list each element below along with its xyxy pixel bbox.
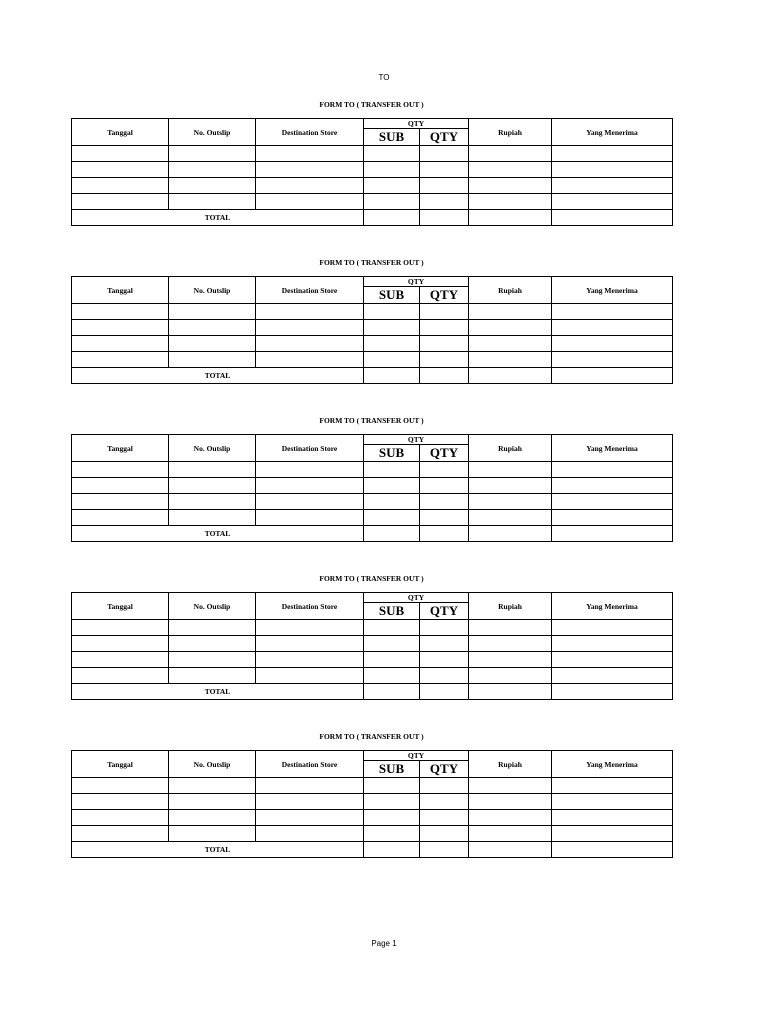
form-title: FORM TO ( TRANSFER OUT ) xyxy=(319,574,424,583)
cell-no-outslip[interactable] xyxy=(169,320,256,336)
col-header-destination-store: Destination Store xyxy=(256,277,364,304)
cell-rupiah[interactable] xyxy=(469,794,552,810)
cell-no-outslip[interactable] xyxy=(169,178,256,194)
cell-yang-menerima[interactable] xyxy=(552,320,673,336)
cell-no-outslip[interactable] xyxy=(169,494,256,510)
table-row xyxy=(72,320,673,336)
form-title: FORM TO ( TRANSFER OUT ) xyxy=(319,258,424,267)
total-qty-cell[interactable] xyxy=(420,368,469,384)
cell-destination-store[interactable] xyxy=(256,162,364,178)
cell-yang-menerima[interactable] xyxy=(552,620,673,636)
total-qty-cell[interactable] xyxy=(420,526,469,542)
header-row xyxy=(72,435,673,445)
col-header-no-outslip: No. Outslip xyxy=(169,593,256,620)
cell-qty[interactable] xyxy=(420,352,469,368)
total-sub-cell[interactable] xyxy=(364,210,420,226)
cell-sub[interactable] xyxy=(364,478,420,494)
col-header-qty-group: QTY xyxy=(364,435,469,445)
cell-destination-store[interactable] xyxy=(256,194,364,210)
cell-no-outslip[interactable] xyxy=(169,636,256,652)
total-sub-cell[interactable] xyxy=(364,684,420,700)
cell-tanggal[interactable] xyxy=(72,194,169,210)
total-yang-menerima-cell[interactable] xyxy=(552,842,673,858)
cell-tanggal[interactable] xyxy=(72,668,169,684)
table-row xyxy=(72,194,673,210)
cell-tanggal[interactable] xyxy=(72,826,169,842)
cell-rupiah[interactable] xyxy=(469,636,552,652)
cell-tanggal[interactable] xyxy=(72,810,169,826)
cell-destination-store[interactable] xyxy=(256,494,364,510)
table-row xyxy=(72,778,673,794)
cell-yang-menerima[interactable] xyxy=(552,336,673,352)
total-label: TOTAL xyxy=(72,842,364,858)
col-header-rupiah: Rupiah xyxy=(469,751,552,778)
cell-yang-menerima[interactable] xyxy=(552,162,673,178)
col-header-qty: QTY xyxy=(420,445,469,462)
cell-yang-menerima[interactable] xyxy=(552,178,673,194)
cell-no-outslip[interactable] xyxy=(169,668,256,684)
cell-yang-menerima[interactable] xyxy=(552,636,673,652)
cell-rupiah[interactable] xyxy=(469,510,552,526)
cell-yang-menerima[interactable] xyxy=(552,352,673,368)
cell-qty[interactable] xyxy=(420,194,469,210)
table-row xyxy=(72,510,673,526)
col-header-tanggal: Tanggal xyxy=(72,435,169,462)
form-title: FORM TO ( TRANSFER OUT ) xyxy=(319,100,424,109)
table-row xyxy=(72,652,673,668)
cell-tanggal[interactable] xyxy=(72,178,169,194)
cell-qty[interactable] xyxy=(420,478,469,494)
cell-qty[interactable] xyxy=(420,636,469,652)
cell-sub[interactable] xyxy=(364,826,420,842)
table-row xyxy=(72,794,673,810)
cell-sub[interactable] xyxy=(364,194,420,210)
cell-destination-store[interactable] xyxy=(256,336,364,352)
col-header-sub: SUB xyxy=(364,287,420,304)
cell-no-outslip[interactable] xyxy=(169,352,256,368)
cell-qty[interactable] xyxy=(420,620,469,636)
total-row xyxy=(72,684,673,700)
cell-destination-store[interactable] xyxy=(256,826,364,842)
cell-sub[interactable] xyxy=(364,778,420,794)
transfer-out-table xyxy=(71,750,673,858)
cell-rupiah[interactable] xyxy=(469,478,552,494)
cell-destination-store[interactable] xyxy=(256,478,364,494)
table-row xyxy=(72,352,673,368)
cell-destination-store[interactable] xyxy=(256,146,364,162)
cell-qty[interactable] xyxy=(420,652,469,668)
total-row xyxy=(72,210,673,226)
col-header-destination-store: Destination Store xyxy=(256,751,364,778)
total-sub-cell[interactable] xyxy=(364,368,420,384)
cell-no-outslip[interactable] xyxy=(169,194,256,210)
total-qty-cell[interactable] xyxy=(420,684,469,700)
cell-destination-store[interactable] xyxy=(256,462,364,478)
cell-no-outslip[interactable] xyxy=(169,162,256,178)
transfer-out-table xyxy=(71,118,673,226)
cell-rupiah[interactable] xyxy=(469,778,552,794)
cell-no-outslip[interactable] xyxy=(169,462,256,478)
table-row xyxy=(72,620,673,636)
cell-yang-menerima[interactable] xyxy=(552,778,673,794)
cell-no-outslip[interactable] xyxy=(169,146,256,162)
cell-yang-menerima[interactable] xyxy=(552,652,673,668)
cell-destination-store[interactable] xyxy=(256,620,364,636)
col-header-yang-menerima: Yang Menerima xyxy=(552,277,673,304)
col-header-sub: SUB xyxy=(364,445,420,462)
cell-destination-store[interactable] xyxy=(256,794,364,810)
cell-qty[interactable] xyxy=(420,494,469,510)
cell-tanggal[interactable] xyxy=(72,794,169,810)
transfer-out-table xyxy=(71,276,673,384)
table-row xyxy=(72,826,673,842)
total-label: TOTAL xyxy=(72,210,364,226)
table-row xyxy=(72,336,673,352)
col-header-qty-group: QTY xyxy=(364,593,469,603)
col-header-qty: QTY xyxy=(420,603,469,620)
cell-tanggal[interactable] xyxy=(72,778,169,794)
form-title: FORM TO ( TRANSFER OUT ) xyxy=(319,416,424,425)
total-yang-menerima-cell[interactable] xyxy=(552,210,673,226)
cell-destination-store[interactable] xyxy=(256,320,364,336)
cell-yang-menerima[interactable] xyxy=(552,194,673,210)
cell-tanggal[interactable] xyxy=(72,462,169,478)
cell-sub[interactable] xyxy=(364,146,420,162)
cell-no-outslip[interactable] xyxy=(169,826,256,842)
col-header-no-outslip: No. Outslip xyxy=(169,751,256,778)
cell-rupiah[interactable] xyxy=(469,178,552,194)
table-row xyxy=(72,810,673,826)
cell-rupiah[interactable] xyxy=(469,194,552,210)
cell-no-outslip[interactable] xyxy=(169,810,256,826)
cell-tanggal[interactable] xyxy=(72,652,169,668)
cell-sub[interactable] xyxy=(364,636,420,652)
cell-yang-menerima[interactable] xyxy=(552,478,673,494)
cell-sub[interactable] xyxy=(364,462,420,478)
col-header-qty-group: QTY xyxy=(364,277,469,287)
col-header-no-outslip: No. Outslip xyxy=(169,277,256,304)
cell-tanggal[interactable] xyxy=(72,320,169,336)
total-label: TOTAL xyxy=(72,684,364,700)
cell-yang-menerima[interactable] xyxy=(552,668,673,684)
col-header-sub: SUB xyxy=(364,603,420,620)
cell-no-outslip[interactable] xyxy=(169,620,256,636)
header-row xyxy=(72,751,673,761)
cell-sub[interactable] xyxy=(364,620,420,636)
cell-rupiah[interactable] xyxy=(469,462,552,478)
col-header-tanggal: Tanggal xyxy=(72,119,169,146)
total-qty-cell[interactable] xyxy=(420,842,469,858)
cell-qty[interactable] xyxy=(420,146,469,162)
col-header-qty-group: QTY xyxy=(364,119,469,129)
cell-qty[interactable] xyxy=(420,668,469,684)
cell-qty[interactable] xyxy=(420,826,469,842)
cell-destination-store[interactable] xyxy=(256,668,364,684)
cell-tanggal[interactable] xyxy=(72,478,169,494)
cell-qty[interactable] xyxy=(420,178,469,194)
cell-yang-menerima[interactable] xyxy=(552,794,673,810)
cell-destination-store[interactable] xyxy=(256,352,364,368)
cell-qty[interactable] xyxy=(420,304,469,320)
cell-no-outslip[interactable] xyxy=(169,778,256,794)
cell-destination-store[interactable] xyxy=(256,510,364,526)
col-header-rupiah: Rupiah xyxy=(469,435,552,462)
col-header-yang-menerima: Yang Menerima xyxy=(552,593,673,620)
form-title: FORM TO ( TRANSFER OUT ) xyxy=(319,732,424,741)
cell-sub[interactable] xyxy=(364,668,420,684)
cell-destination-store[interactable] xyxy=(256,652,364,668)
cell-no-outslip[interactable] xyxy=(169,794,256,810)
page-number: Page 1 xyxy=(371,939,397,948)
cell-destination-store[interactable] xyxy=(256,636,364,652)
col-header-qty-group: QTY xyxy=(364,751,469,761)
cell-rupiah[interactable] xyxy=(469,494,552,510)
cell-yang-menerima[interactable] xyxy=(552,826,673,842)
cell-yang-menerima[interactable] xyxy=(552,462,673,478)
cell-sub[interactable] xyxy=(364,336,420,352)
col-header-yang-menerima: Yang Menerima xyxy=(552,435,673,462)
cell-qty[interactable] xyxy=(420,794,469,810)
cell-destination-store[interactable] xyxy=(256,810,364,826)
cell-sub[interactable] xyxy=(364,178,420,194)
cell-no-outslip[interactable] xyxy=(169,652,256,668)
cell-sub[interactable] xyxy=(364,320,420,336)
cell-sub[interactable] xyxy=(364,794,420,810)
cell-qty[interactable] xyxy=(420,162,469,178)
col-header-yang-menerima: Yang Menerima xyxy=(552,119,673,146)
total-label: TOTAL xyxy=(72,368,364,384)
total-label: TOTAL xyxy=(72,526,364,542)
col-header-sub: SUB xyxy=(364,129,420,146)
cell-sub[interactable] xyxy=(364,810,420,826)
transfer-out-table xyxy=(71,434,673,542)
table-row xyxy=(72,494,673,510)
cell-rupiah[interactable] xyxy=(469,336,552,352)
sheet-header-to: TO xyxy=(378,73,390,82)
cell-no-outslip[interactable] xyxy=(169,510,256,526)
cell-qty[interactable] xyxy=(420,336,469,352)
header-row xyxy=(72,119,673,129)
cell-tanggal[interactable] xyxy=(72,304,169,320)
cell-tanggal[interactable] xyxy=(72,494,169,510)
total-rupiah-cell[interactable] xyxy=(469,842,552,858)
total-yang-menerima-cell[interactable] xyxy=(552,684,673,700)
cell-rupiah[interactable] xyxy=(469,668,552,684)
total-rupiah-cell[interactable] xyxy=(469,368,552,384)
total-yang-menerima-cell[interactable] xyxy=(552,526,673,542)
cell-no-outslip[interactable] xyxy=(169,304,256,320)
col-header-no-outslip: No. Outslip xyxy=(169,435,256,462)
cell-sub[interactable] xyxy=(364,652,420,668)
cell-tanggal[interactable] xyxy=(72,510,169,526)
cell-qty[interactable] xyxy=(420,510,469,526)
cell-tanggal[interactable] xyxy=(72,146,169,162)
table-row xyxy=(72,304,673,320)
cell-sub[interactable] xyxy=(364,494,420,510)
col-header-tanggal: Tanggal xyxy=(72,593,169,620)
col-header-destination-store: Destination Store xyxy=(256,593,364,620)
table-row xyxy=(72,178,673,194)
cell-tanggal[interactable] xyxy=(72,336,169,352)
cell-destination-store[interactable] xyxy=(256,778,364,794)
cell-yang-menerima[interactable] xyxy=(552,494,673,510)
table-row xyxy=(72,636,673,652)
cell-yang-menerima[interactable] xyxy=(552,510,673,526)
cell-yang-menerima[interactable] xyxy=(552,810,673,826)
transfer-out-table xyxy=(71,592,673,700)
cell-qty[interactable] xyxy=(420,810,469,826)
table-row xyxy=(72,146,673,162)
total-row xyxy=(72,368,673,384)
cell-qty[interactable] xyxy=(420,320,469,336)
cell-qty[interactable] xyxy=(420,462,469,478)
total-rupiah-cell[interactable] xyxy=(469,684,552,700)
header-row xyxy=(72,593,673,603)
col-header-qty: QTY xyxy=(420,129,469,146)
cell-rupiah[interactable] xyxy=(469,652,552,668)
cell-yang-menerima[interactable] xyxy=(552,304,673,320)
total-rupiah-cell[interactable] xyxy=(469,526,552,542)
cell-no-outslip[interactable] xyxy=(169,336,256,352)
cell-no-outslip[interactable] xyxy=(169,478,256,494)
total-yang-menerima-cell[interactable] xyxy=(552,368,673,384)
col-header-no-outslip: No. Outslip xyxy=(169,119,256,146)
table-row xyxy=(72,478,673,494)
header-row xyxy=(72,277,673,287)
cell-rupiah[interactable] xyxy=(469,304,552,320)
cell-sub[interactable] xyxy=(364,510,420,526)
table-row xyxy=(72,162,673,178)
total-qty-cell[interactable] xyxy=(420,210,469,226)
cell-rupiah[interactable] xyxy=(469,352,552,368)
col-header-qty: QTY xyxy=(420,761,469,778)
cell-qty[interactable] xyxy=(420,778,469,794)
col-header-destination-store: Destination Store xyxy=(256,119,364,146)
col-header-rupiah: Rupiah xyxy=(469,593,552,620)
cell-tanggal[interactable] xyxy=(72,352,169,368)
cell-sub[interactable] xyxy=(364,162,420,178)
col-header-sub: SUB xyxy=(364,761,420,778)
total-sub-cell[interactable] xyxy=(364,526,420,542)
table-row xyxy=(72,668,673,684)
cell-rupiah[interactable] xyxy=(469,810,552,826)
cell-rupiah[interactable] xyxy=(469,162,552,178)
table-row xyxy=(72,462,673,478)
cell-destination-store[interactable] xyxy=(256,304,364,320)
cell-destination-store[interactable] xyxy=(256,178,364,194)
cell-tanggal[interactable] xyxy=(72,162,169,178)
cell-sub[interactable] xyxy=(364,304,420,320)
cell-sub[interactable] xyxy=(364,352,420,368)
cell-rupiah[interactable] xyxy=(469,146,552,162)
cell-tanggal[interactable] xyxy=(72,620,169,636)
cell-rupiah[interactable] xyxy=(469,320,552,336)
col-header-tanggal: Tanggal xyxy=(72,751,169,778)
cell-rupiah[interactable] xyxy=(469,826,552,842)
col-header-qty: QTY xyxy=(420,287,469,304)
col-header-yang-menerima: Yang Menerima xyxy=(552,751,673,778)
total-row xyxy=(72,842,673,858)
cell-tanggal[interactable] xyxy=(72,636,169,652)
total-row xyxy=(72,526,673,542)
col-header-destination-store: Destination Store xyxy=(256,435,364,462)
total-rupiah-cell[interactable] xyxy=(469,210,552,226)
total-sub-cell[interactable] xyxy=(364,842,420,858)
col-header-rupiah: Rupiah xyxy=(469,277,552,304)
cell-yang-menerima[interactable] xyxy=(552,146,673,162)
col-header-tanggal: Tanggal xyxy=(72,277,169,304)
col-header-rupiah: Rupiah xyxy=(469,119,552,146)
cell-rupiah[interactable] xyxy=(469,620,552,636)
